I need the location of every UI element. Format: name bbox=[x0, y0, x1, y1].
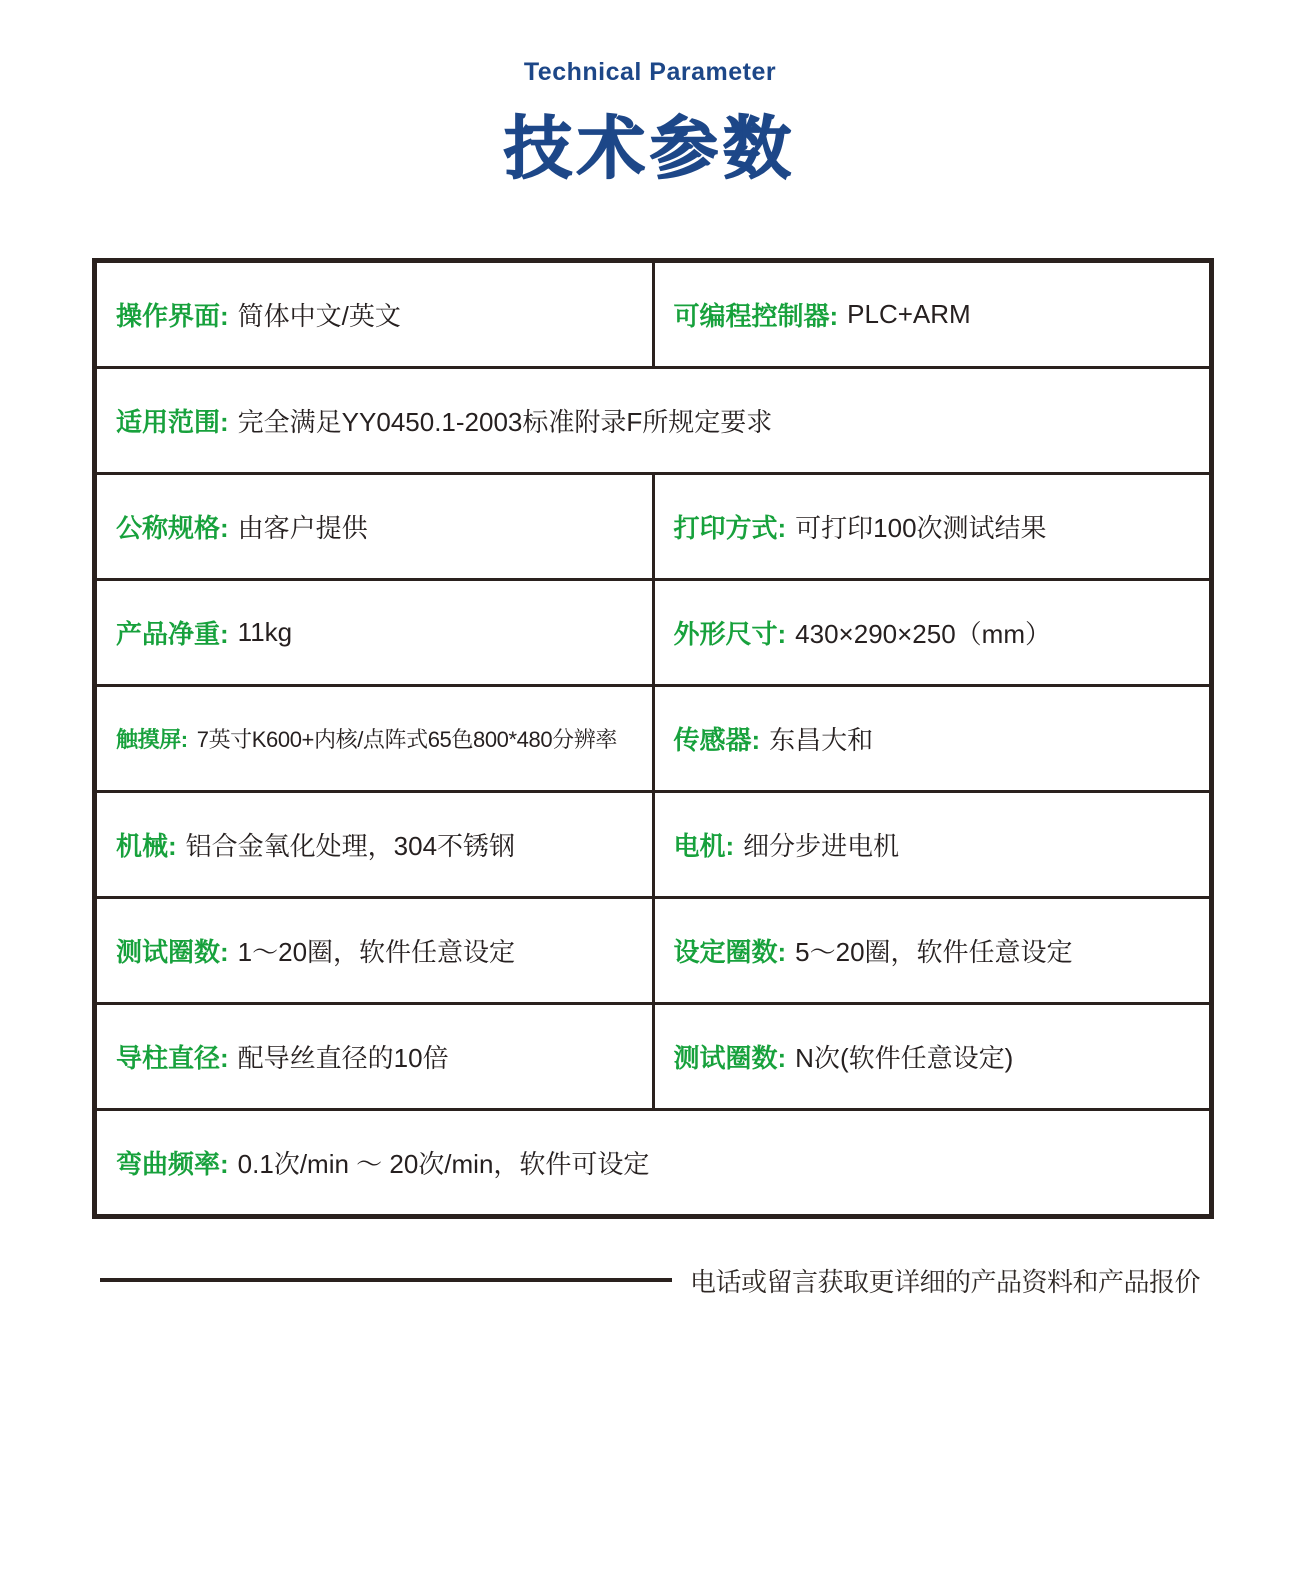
param-label: 打印方式: bbox=[673, 513, 787, 543]
param-cell bbox=[97, 369, 1209, 472]
param-cell bbox=[652, 899, 1210, 1002]
param-value: 可打印100次测试结果 bbox=[795, 513, 1047, 543]
param-label: 操作界面: bbox=[116, 301, 229, 331]
param-label: 适用范围: bbox=[116, 407, 229, 437]
footer-contact-note: 电话或留言获取更详细的产品资料和产品报价 bbox=[690, 1267, 1201, 1297]
param-label: 外形尺寸: bbox=[673, 619, 787, 649]
param-value: 完全满足YY0450.1-2003标准附录F所规定要求 bbox=[237, 407, 773, 437]
param-cell bbox=[652, 793, 1210, 896]
page-title: 技术参数 bbox=[503, 111, 796, 187]
table-row bbox=[97, 263, 1209, 366]
table-row bbox=[97, 1108, 1209, 1214]
table-row bbox=[97, 896, 1209, 1002]
param-label: 触摸屏: bbox=[116, 727, 188, 752]
param-value: 11kg bbox=[237, 617, 293, 647]
header-subtitle-en: Technical Parameter bbox=[523, 58, 777, 86]
param-label: 机械: bbox=[116, 831, 177, 861]
param-cell bbox=[97, 687, 652, 790]
param-value: 7英寸K600+内核/点阵式65色800*480分辨率 bbox=[196, 727, 617, 752]
param-cell bbox=[652, 1005, 1210, 1108]
param-label: 产品净重: bbox=[116, 619, 229, 649]
table-row bbox=[97, 684, 1209, 790]
param-value: 铝合金氧化处理，304不锈钢 bbox=[185, 831, 516, 861]
spec-table bbox=[92, 258, 1214, 1219]
param-label: 测试圈数: bbox=[116, 937, 229, 967]
param-cell bbox=[652, 581, 1210, 684]
table-row bbox=[97, 790, 1209, 896]
param-cell bbox=[97, 263, 652, 366]
param-value: 简体中文/英文 bbox=[237, 301, 401, 331]
param-label: 可编程控制器: bbox=[673, 301, 839, 331]
param-label: 弯曲频率: bbox=[116, 1149, 229, 1179]
footer-rule-line bbox=[100, 1278, 672, 1282]
param-value: 1～20圈，软件任意设定 bbox=[237, 937, 516, 967]
param-cell bbox=[652, 475, 1210, 578]
param-cell bbox=[97, 793, 652, 896]
table-row bbox=[97, 1002, 1209, 1108]
param-value: 东昌大和 bbox=[769, 725, 874, 755]
table-row bbox=[97, 472, 1209, 578]
param-cell bbox=[97, 899, 652, 1002]
param-value: 5～20圈，软件任意设定 bbox=[795, 937, 1073, 967]
table-row bbox=[97, 578, 1209, 684]
param-value: N次(软件任意设定) bbox=[795, 1043, 1014, 1073]
param-cell bbox=[652, 263, 1210, 366]
param-cell bbox=[652, 687, 1210, 790]
param-label: 导柱直径: bbox=[116, 1043, 229, 1073]
param-cell bbox=[97, 1111, 1209, 1214]
table-row bbox=[97, 366, 1209, 472]
param-label: 设定圈数: bbox=[673, 937, 787, 967]
param-label: 测试圈数: bbox=[673, 1043, 787, 1073]
param-cell bbox=[97, 475, 652, 578]
param-label: 传感器: bbox=[673, 725, 761, 755]
param-cell bbox=[97, 1005, 652, 1108]
param-label: 公称规格: bbox=[116, 513, 229, 543]
page-header bbox=[0, 58, 1300, 192]
param-value: 0.1次/min ～ 20次/min，软件可设定 bbox=[237, 1149, 650, 1179]
param-value: 细分步进电机 bbox=[743, 831, 900, 861]
param-label: 电机: bbox=[673, 831, 735, 861]
param-cell bbox=[97, 581, 652, 684]
param-value: PLC+ARM bbox=[847, 299, 971, 329]
param-value: 配导丝直径的10倍 bbox=[237, 1043, 449, 1073]
param-value: 430×290×250（mm） bbox=[795, 619, 1051, 649]
param-value: 由客户提供 bbox=[237, 513, 368, 543]
